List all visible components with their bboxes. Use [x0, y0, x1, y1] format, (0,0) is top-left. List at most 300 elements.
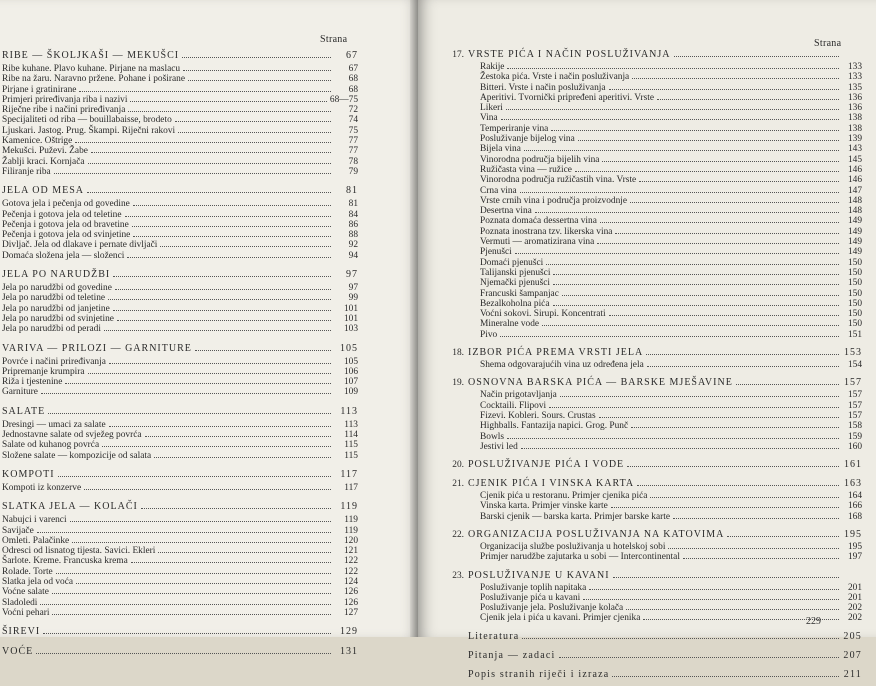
entry-title: Jednostavne salate od svježeg povrća	[2, 430, 142, 441]
entry-page: 92	[348, 240, 358, 251]
left-page	[0, 0, 418, 658]
toc-entry	[480, 165, 862, 175]
entry-page: 133	[847, 72, 862, 83]
section-page: 119	[340, 501, 358, 513]
entry-list	[468, 62, 862, 340]
section-page: 97	[346, 269, 358, 281]
dot-leader	[130, 95, 326, 102]
dot-leader	[575, 165, 839, 172]
entry-title: Rakije	[480, 62, 505, 72]
entry-page: 107	[343, 377, 358, 388]
section-heading	[2, 499, 358, 513]
section-title: VOĆE	[2, 646, 34, 658]
dot-leader	[109, 420, 331, 427]
entry-page: 149	[847, 247, 862, 258]
dot-leader	[553, 299, 839, 306]
dot-leader	[141, 502, 331, 509]
entry-title: Sladoledi	[2, 597, 38, 608]
entry-page: 138	[847, 113, 862, 124]
entry-title: Pečenja i gotova jela od svinjetine	[2, 230, 131, 241]
toc-entry	[2, 567, 358, 577]
toc-entry	[2, 251, 358, 261]
toc-entry	[480, 501, 862, 511]
section-title: IZBOR PIĆA PREMA VRSTI JELA	[468, 347, 644, 359]
toc-entry	[480, 93, 862, 103]
entry-title: Pjenušci	[480, 247, 512, 258]
section-title: SLATKA JELA — KOLAČI	[2, 501, 138, 513]
toc-entry	[2, 220, 358, 230]
toc-section	[468, 648, 862, 662]
entry-page: 149	[847, 226, 862, 237]
toc-entry	[480, 278, 862, 288]
dot-leader	[132, 220, 331, 227]
toc-entry	[2, 126, 358, 136]
entry-page: 160	[847, 441, 862, 452]
dot-leader	[597, 237, 839, 244]
section-page: 131	[340, 646, 358, 658]
dot-leader	[133, 230, 331, 237]
section-title: ŠIREVI	[2, 626, 41, 638]
toc-entry	[2, 136, 358, 146]
toc-section	[468, 629, 862, 643]
toc-entry	[2, 440, 358, 450]
dot-leader	[507, 432, 839, 439]
section-heading	[452, 457, 862, 471]
entry-page: 68—75	[329, 94, 358, 105]
dot-leader	[647, 360, 839, 367]
section-page: 157	[844, 377, 862, 389]
entry-list	[468, 542, 862, 563]
toc-section	[2, 644, 358, 658]
entry-page: 151	[847, 329, 862, 340]
toc-section	[452, 375, 862, 452]
dot-leader	[113, 270, 331, 277]
strana-label-left: Strana	[320, 34, 348, 45]
entry-title: Savijače	[2, 525, 34, 536]
toc-entry	[2, 526, 358, 536]
toc-entry	[480, 411, 862, 421]
dot-leader	[515, 247, 839, 254]
section-title: RIBE — ŠKOLJKAŠI — MEKUŠCI	[2, 50, 180, 61]
toc-entry	[2, 556, 358, 566]
section-title: JELA PO NARUDŽBI	[2, 269, 111, 281]
entry-page: 150	[847, 309, 862, 320]
toc-entry	[480, 103, 862, 113]
toc-entry	[2, 608, 358, 618]
entry-page: 115	[344, 450, 358, 461]
entry-list	[2, 199, 358, 261]
toc-entry	[2, 105, 358, 115]
entry-title: Shema odgovarajućih vina uz određena jela	[480, 360, 644, 371]
section-title: VARIVA — PRILOZI — GARNITURE	[2, 342, 192, 354]
toc-entry	[480, 83, 862, 93]
entry-page: 74	[348, 115, 358, 126]
dot-leader	[578, 134, 839, 141]
toc-entry	[2, 357, 358, 367]
dot-leader	[52, 608, 331, 615]
dot-leader	[48, 407, 331, 414]
dot-leader	[501, 113, 839, 120]
entry-list	[2, 283, 358, 334]
toc-entry	[2, 293, 358, 303]
dot-leader	[542, 319, 839, 326]
entry-page: 68	[348, 74, 358, 85]
entry-page: 121	[343, 546, 358, 557]
entry-title: Domaći pjenušci	[480, 257, 544, 268]
entry-page: 136	[847, 92, 862, 103]
entry-title: Ljuskari. Jastog. Prug. Škampi. Riječni rakovi	[2, 125, 176, 136]
entry-title: Jela po narudžbi od janjetine	[2, 303, 110, 314]
entry-page: 147	[847, 185, 862, 196]
toc-entry	[480, 552, 862, 562]
section-title: POSLUŽIVANJE PIĆA I VODE	[468, 459, 625, 471]
entry-page: 113	[344, 419, 358, 430]
toc-entry	[2, 515, 358, 525]
dot-leader	[589, 583, 839, 590]
entry-title: Gotova jela i pečenja od govedine	[2, 199, 130, 210]
entry-page: 103	[343, 324, 358, 335]
entry-page: 150	[847, 288, 862, 299]
entry-title: Barski cjenik — barska karta. Primjer barske karte	[480, 511, 671, 522]
toc-entry	[2, 420, 358, 430]
dot-leader	[183, 64, 331, 71]
toc-entry	[480, 237, 862, 247]
entry-title: Slatka jela od voća	[2, 576, 74, 587]
toc-entry	[480, 330, 862, 340]
dot-leader	[40, 598, 331, 605]
section-number: 21.	[452, 479, 464, 490]
dot-leader	[88, 367, 331, 374]
entry-title: Primjer narudžbe zajutarka u sobi — Intercontinental	[480, 552, 680, 563]
toc-entry	[2, 430, 358, 440]
entry-title: Mineralne vode	[480, 319, 540, 330]
section-heading	[2, 267, 358, 281]
entry-title: Pečenja i gotova jela od teletine	[2, 209, 122, 220]
page-number: 229	[806, 616, 821, 627]
dot-leader	[600, 216, 839, 223]
entry-title: Jela po narudžbi od svinjetine	[2, 313, 114, 324]
section-heading	[2, 183, 358, 197]
entry-page: 67	[348, 64, 358, 74]
dot-leader	[182, 51, 331, 58]
entry-title: Crna vina	[480, 185, 517, 196]
entry-title: Bezalkoholna pića	[480, 298, 550, 309]
entry-title: Pirjane i gratinirane	[2, 84, 77, 95]
toc-entry	[480, 360, 862, 370]
entry-page: 109	[343, 387, 358, 398]
toc-entry	[2, 451, 358, 461]
section-heading	[452, 568, 862, 582]
entry-page: 120	[343, 535, 358, 546]
toc-section	[2, 467, 358, 493]
dot-leader	[154, 451, 331, 458]
dot-leader	[551, 124, 839, 131]
entry-title: Voćni pehari	[2, 607, 50, 618]
entry-title: Temperiranje vina	[480, 123, 549, 134]
entry-title: Kompoti iz konzerve	[2, 482, 82, 493]
entry-page: 81	[348, 199, 358, 210]
section-title: Pitanja — zadaci	[468, 649, 556, 661]
entry-page: 86	[348, 219, 358, 230]
dot-leader	[583, 593, 839, 600]
section-heading	[452, 476, 862, 490]
dot-leader	[65, 377, 331, 384]
entry-page: 157	[847, 410, 862, 421]
section-heading	[2, 404, 358, 418]
dot-leader	[683, 552, 839, 559]
dot-leader	[615, 227, 839, 234]
toc-entry	[480, 155, 862, 165]
entry-title: Likeri	[480, 103, 503, 114]
section-title: CJENIK PIĆA I VINSKA KARTA	[468, 478, 635, 490]
section-number: 23.	[452, 570, 464, 581]
entry-page: 157	[847, 400, 862, 411]
dot-leader	[560, 390, 839, 397]
entry-page: 77	[348, 136, 358, 147]
toc-entry	[2, 64, 358, 74]
dot-leader	[160, 240, 331, 247]
entry-title: Filiranje riba	[2, 166, 51, 177]
toc-section	[452, 457, 862, 471]
entry-page: 101	[343, 303, 358, 314]
toc-entry	[2, 85, 358, 95]
entry-page: 88	[348, 230, 358, 241]
dot-leader	[609, 83, 839, 90]
entry-title: Highballs. Fantazija napici. Grog. Punč	[480, 421, 629, 432]
entry-page: 202	[847, 613, 862, 624]
entry-page: 164	[847, 491, 862, 502]
dot-leader	[87, 186, 331, 193]
toc-section	[2, 183, 358, 261]
dot-leader	[657, 93, 839, 100]
dot-leader	[521, 442, 839, 449]
section-page: 117	[340, 468, 358, 480]
toc-entry	[2, 74, 358, 84]
section-title: KOMPOTI	[2, 468, 55, 480]
entry-page: 115	[344, 440, 358, 451]
dot-leader	[117, 314, 331, 321]
dot-leader	[546, 258, 839, 265]
entry-title: Desertna vina	[480, 206, 532, 217]
entry-title: Vinska karta. Primjer vinske karte	[480, 501, 608, 512]
dot-leader	[70, 515, 331, 522]
entry-list	[2, 420, 358, 461]
dot-leader	[115, 283, 331, 290]
dot-leader	[630, 196, 839, 203]
dot-leader	[650, 491, 839, 498]
toc-entry	[2, 240, 358, 250]
dot-leader	[108, 293, 331, 300]
toc-section	[452, 527, 862, 563]
entry-title: Garniture	[2, 387, 38, 398]
entry-page: 75	[348, 125, 358, 136]
toc-entry	[2, 546, 358, 556]
entry-list	[2, 483, 358, 493]
entry-title: Voćne salate	[2, 587, 49, 598]
entry-title: Cjenik pića u restoranu. Primjer cjenika pića	[480, 491, 648, 502]
dot-leader	[626, 603, 839, 610]
entry-page: 84	[348, 209, 358, 220]
entry-title: Organizacija službe posluživanja u hotelskoj sobi	[480, 541, 666, 552]
toc-entry	[480, 390, 862, 400]
toc-section	[2, 404, 358, 461]
entry-title: Poznata inostrana tzv. likerska vina	[480, 226, 613, 237]
entry-title: Cjenik jela i pića u kavani. Primjer cjenika	[480, 613, 641, 624]
dot-leader	[178, 126, 331, 133]
toc-entry	[2, 210, 358, 220]
section-title: Literatura	[468, 630, 520, 642]
entry-title: Složene salate — kompozicije od salata	[2, 450, 152, 461]
toc-entry	[480, 299, 862, 309]
dot-leader	[524, 144, 839, 151]
entry-list	[2, 64, 358, 177]
toc-entry	[2, 314, 358, 324]
entry-page: 126	[343, 587, 358, 598]
dot-leader	[602, 155, 839, 162]
entry-title: Salate od kuhanog povrća	[2, 440, 100, 451]
entry-title: Riža i tjestenine	[2, 377, 63, 388]
entry-title: Vrste crnih vina i područja proizvodnje	[480, 195, 628, 206]
toc-entry	[480, 258, 862, 268]
section-page: 163	[844, 478, 862, 490]
entry-title: Voćni sokovi. Sirupi. Koncentrati	[480, 309, 606, 320]
toc-entry	[2, 577, 358, 587]
toc-entry	[2, 367, 358, 377]
section-heading	[452, 47, 862, 61]
entry-page: 106	[343, 366, 358, 377]
entry-list	[468, 583, 862, 624]
dot-leader	[84, 483, 331, 490]
toc-section	[452, 476, 862, 522]
entry-page: 158	[847, 421, 862, 432]
entry-page: 135	[847, 82, 862, 93]
section-heading	[468, 648, 862, 662]
toc-section	[2, 267, 358, 334]
dot-leader	[559, 651, 839, 658]
entry-title: Omleti. Palačinke	[2, 535, 70, 546]
toc-entry	[480, 268, 862, 278]
section-heading	[2, 48, 358, 62]
toc-entry	[480, 603, 862, 613]
entry-page: 99	[348, 293, 358, 304]
entry-page: 148	[847, 195, 862, 206]
toc-entry	[2, 199, 358, 209]
entry-page: 127	[343, 607, 358, 618]
entry-page: 117	[344, 482, 358, 493]
entry-title: Aperitivi. Tvornički pripređeni aperitivi. Vrste	[480, 92, 655, 103]
entry-title: Vinorodna područja bijelih vina	[480, 154, 600, 165]
entry-title: Ribe kuhane. Plavo kuhane. Pirjane na maslacu	[2, 64, 181, 74]
entry-page: 143	[847, 144, 862, 155]
dot-leader	[553, 268, 839, 275]
entry-title: Specijaliteti od riba — bouillabaisse, brodeto	[2, 115, 172, 126]
dot-leader	[188, 74, 331, 81]
section-title: OSNOVNA BARSKA PIĆA — BARSKE MJEŠAVINE	[468, 377, 733, 389]
section-heading	[2, 624, 358, 638]
dot-leader	[646, 348, 839, 355]
section-heading	[2, 467, 358, 481]
toc-section	[468, 667, 862, 681]
section-heading	[452, 527, 862, 541]
section-title: POSLUŽIVANJE U KAVANI	[468, 569, 610, 581]
toc-entry	[480, 421, 862, 431]
dot-leader	[507, 62, 839, 69]
dot-leader	[562, 289, 839, 296]
toc-entry	[2, 483, 358, 493]
entry-page: 149	[847, 237, 862, 248]
entry-page: 202	[847, 603, 862, 614]
entry-page: 119	[344, 515, 358, 526]
section-title: SALATE	[2, 405, 46, 417]
section-page: 81	[346, 185, 358, 197]
section-page: 113	[340, 405, 358, 417]
toc-entry	[2, 146, 358, 156]
dot-leader	[736, 378, 839, 385]
entry-page: 136	[847, 103, 862, 114]
dot-leader	[631, 421, 839, 428]
entry-page: 149	[847, 216, 862, 227]
toc-entry	[480, 401, 862, 411]
toc-entry	[480, 72, 862, 82]
entry-title: Mekušci. Puževi. Žabe	[2, 146, 88, 157]
toc-entry	[2, 536, 358, 546]
dot-leader	[113, 304, 331, 311]
toc-entry	[480, 113, 862, 123]
entry-title: Kamenice. Oštrige	[2, 136, 73, 147]
section-page: 207	[843, 649, 862, 661]
toc-section	[2, 48, 358, 177]
entry-title: Domaća složena jela — složenci	[2, 250, 125, 261]
dot-leader	[195, 344, 331, 351]
entry-title: Pripremanje krumpira	[2, 366, 85, 377]
toc-entry	[2, 377, 358, 387]
dot-leader	[158, 546, 331, 553]
toc-entry	[480, 432, 862, 442]
toc-entry	[2, 598, 358, 608]
toc-entry	[480, 512, 862, 522]
toc-entry	[2, 304, 358, 314]
dot-leader	[613, 571, 839, 578]
entry-page: 168	[847, 511, 862, 522]
entry-title: Ružičasta vina — ružice	[480, 164, 572, 175]
entry-page: 78	[348, 156, 358, 167]
entry-title: Povrće i načini priređivanja	[2, 356, 106, 367]
entry-title: Primjeri priređivanja riba i nazivi	[2, 94, 128, 105]
entry-title: Način prigotavljanja	[480, 390, 557, 401]
section-page: 195	[844, 528, 862, 540]
toc-entry	[480, 175, 862, 185]
toc-entry	[480, 206, 862, 216]
toc-section	[452, 568, 862, 624]
entry-title: Njemački pjenušci	[480, 278, 551, 289]
section-title: VRSTE PIĆA I NAČIN POSLUŽIVANJA	[468, 49, 671, 60]
dot-leader	[109, 357, 331, 364]
toc-entry	[2, 283, 358, 293]
dot-leader	[674, 50, 840, 57]
toc-entry	[480, 144, 862, 154]
section-heading	[452, 345, 862, 359]
dot-leader	[637, 479, 839, 486]
dot-leader	[520, 186, 839, 193]
toc-entry	[480, 196, 862, 206]
entry-page: 114	[344, 430, 358, 441]
entry-page: 72	[348, 105, 358, 116]
dot-leader	[75, 136, 331, 143]
toc-entry	[2, 95, 358, 105]
toc-entry	[480, 289, 862, 299]
entry-page: 79	[348, 166, 358, 177]
entry-title: Jela po narudžbi od govedine	[2, 283, 112, 294]
